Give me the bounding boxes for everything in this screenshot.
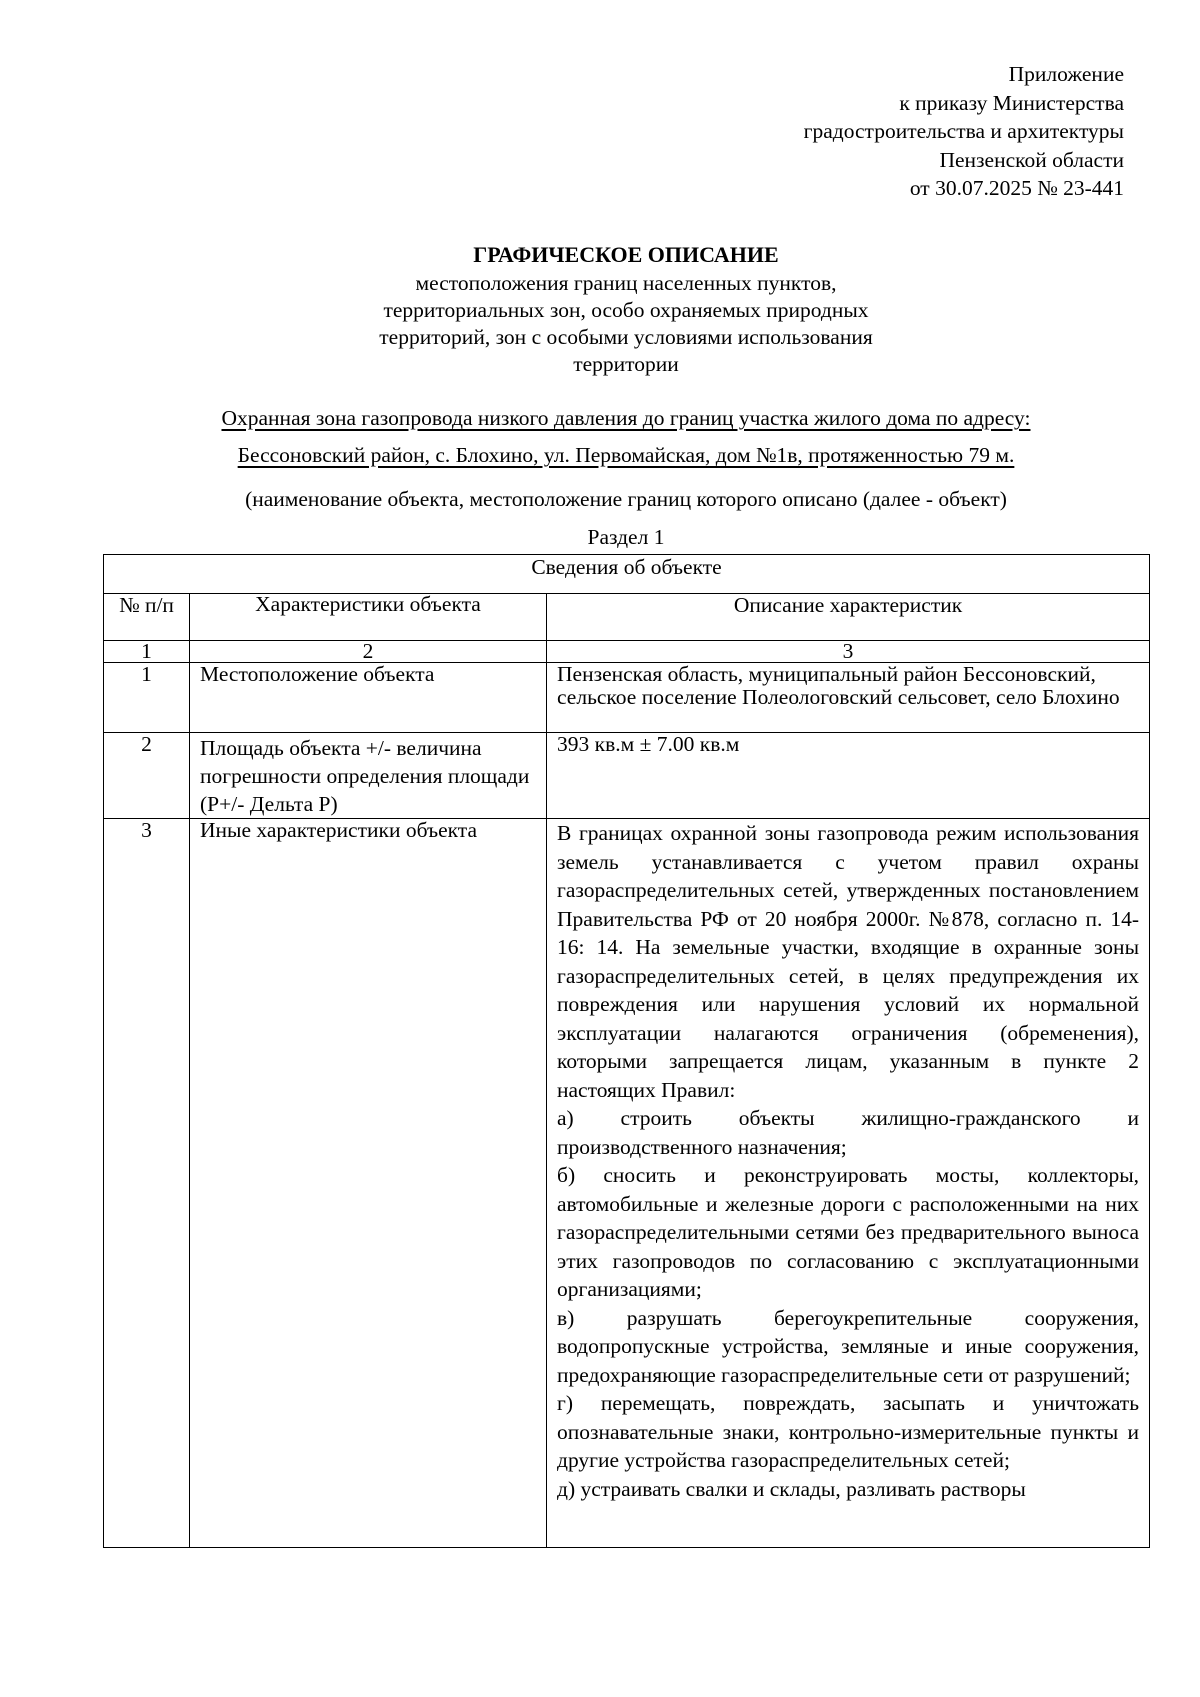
row-value: Пензенская область, муниципальный район Бессоновский, сельское поселение Полеологовский сельсовет, село Блохино (547, 663, 1150, 733)
header-col-description: Описание характеристик (547, 594, 1150, 641)
description-paragraph: а) строить объекты жилищно-гражданского и производственного назначения; (557, 1106, 1140, 1159)
object-name-text: Охранная зона газопровода низкого давления до границ участка жилого дома по адресу: (221, 406, 1031, 430)
appendix-line: Пензенской области (939, 147, 1124, 172)
document-title: ГРАФИЧЕСКОЕ ОПИСАНИЕ (473, 242, 779, 267)
row-value: 393 кв.м ± 7.00 кв.м (547, 733, 1150, 819)
column-number: 3 (547, 641, 1150, 663)
title-subline: территории (573, 352, 679, 376)
table-row (104, 733, 1150, 819)
description-paragraph: б) сносить и реконструировать мосты, коллекторы, автомобильные и железные дороги с расположенными на них газораспределительными сетями без предварительного выноса этих газопроводов по согласованию с эксплуатационными организациями; (557, 1163, 1140, 1301)
header-col-characteristics: Характеристики объекта (190, 594, 547, 641)
row-label: Площадь объекта +/- величина погрешности определения площади (Р+/- Дельта Р) (190, 733, 547, 819)
appendix-header (624, 60, 1124, 203)
description-paragraph: г) перемещать, повреждать, засыпать и уничтожать опознавательные знаки, контрольно-измерительные пункты и другие устройства газораспределительных сетей; (557, 1391, 1140, 1472)
object-name-line-2 (100, 440, 1152, 470)
document-title-block (100, 240, 1152, 378)
title-subline: территорий, зон с особыми условиями использования (379, 325, 873, 349)
row-label: Иные характеристики объекта (190, 819, 547, 1548)
object-info-table (103, 554, 1150, 1548)
row-number: 2 (104, 733, 190, 819)
header-col-number: № п/п (104, 594, 190, 641)
row-number: 1 (104, 663, 190, 733)
table-title: Сведения об объекте (104, 555, 1150, 594)
appendix-line: от 30.07.2025 № 23-441 (909, 176, 1124, 200)
title-subline: территориальных зон, особо охраняемых природных (383, 298, 869, 322)
table-header-row (104, 594, 1150, 641)
table-title-row (104, 555, 1150, 594)
object-address-text: Бессоновский район, с. Блохино, ул. Первомайская, дом №1в, протяженностью 79 м. (237, 443, 1015, 467)
appendix-line: к приказу Министерства (899, 90, 1124, 115)
appendix-line: градостроительства и архитектуры (803, 119, 1124, 143)
row-value-description (547, 819, 1150, 1548)
column-number: 2 (190, 641, 547, 663)
section-label: Раздел 1 (587, 525, 665, 549)
description-paragraph: В границах охранной зоны газопровода режим использования земель устанавливается с учетом правил охраны газораспределительных сетей, утвержденных постановлением Правительства РФ от 20 ноября 2000г. №878, согласно п. 14-16: 14. На земельные участки, входящие в охранные зоны газораспределительных сетей, в целях предупреждения их повреждения или нарушения условий их нормальной эксплуатации налагаются ограничения (обременения), которыми запрещается лицам, указанным в пункте 2 настоящих Правил: (557, 821, 1140, 1102)
appendix-line: Приложение (1008, 62, 1124, 86)
table-column-numbers-row (104, 641, 1150, 663)
table-row (104, 819, 1150, 1548)
object-name-line-1 (100, 403, 1152, 433)
description-paragraph: в) разрушать берегоукрепительные сооружения, водопропускные устройства, земляные и иные сооружения, предохраняющие газораспределительные сети от разрушений; (557, 1305, 1140, 1387)
object-name-caption: (наименование объекта, местоположение границ которого описано (далее - объект) (245, 487, 1007, 511)
row-label: Местоположение объекта (190, 663, 547, 733)
table-row (104, 663, 1150, 733)
description-paragraph: д) устраивать свалки и склады, разливать растворы (557, 1476, 1026, 1501)
column-number: 1 (104, 641, 190, 663)
title-subline: местоположения границ населенных пунктов, (415, 271, 837, 295)
row-number: 3 (104, 819, 190, 1548)
